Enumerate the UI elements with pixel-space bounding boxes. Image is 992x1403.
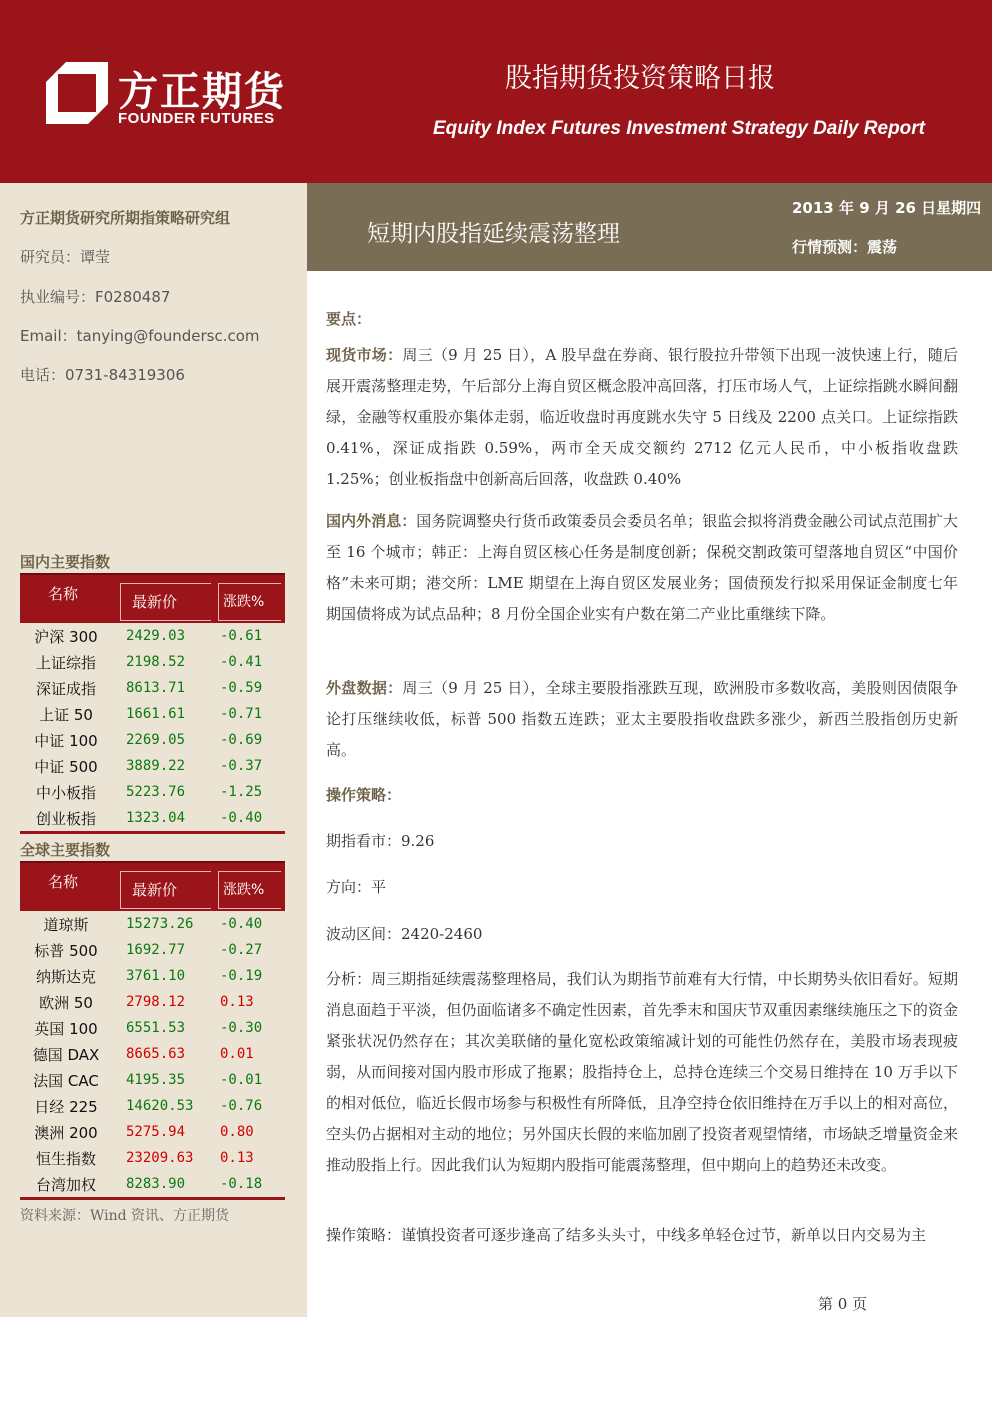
- index-name: 上证 50: [39, 706, 93, 724]
- index-name: 德国 DAX: [32, 1046, 100, 1064]
- index-name: 恒生指数: [35, 1150, 96, 1168]
- table-header: [20, 573, 285, 623]
- index-name: 中证 500: [34, 758, 98, 776]
- report-headline: 短期内股指延续震荡整理: [367, 221, 620, 247]
- report-date: 2013 年 9 月 26 日星期四: [792, 199, 982, 217]
- email: Email：tanying@foundersc.com: [20, 327, 260, 345]
- index-price: 14620.53: [126, 1098, 194, 1114]
- news-paragraph: [326, 506, 958, 630]
- index-price: 5223.76: [126, 784, 186, 800]
- table-row: [20, 805, 285, 831]
- index-price: 2429.03: [126, 628, 186, 644]
- researcher: 研究员：谭莹: [20, 248, 111, 266]
- logo-text-cn: 方正期货: [118, 69, 286, 115]
- index-price: 2269.05: [126, 732, 186, 748]
- index-change: 0.01: [220, 1046, 254, 1062]
- index-name: 日经 225: [34, 1098, 98, 1116]
- index-price: 15273.26: [126, 916, 194, 932]
- index-price: 5275.94: [126, 1124, 186, 1140]
- key-points-heading: 要点：: [326, 310, 372, 328]
- index-name: 欧洲 50: [39, 994, 93, 1012]
- futures-view: 期指看市：9.26: [326, 832, 435, 850]
- logo-text-en: FOUNDER FUTURES: [118, 110, 275, 127]
- index-price: 3761.10: [126, 968, 186, 984]
- founder-logo-icon: [46, 62, 108, 124]
- index-price: 1692.77: [126, 942, 186, 958]
- research-group: 方正期货研究所期指策略研究组: [20, 209, 231, 227]
- index-change: -0.61: [220, 628, 263, 644]
- col-change: 涨跌%: [223, 882, 265, 898]
- index-name: 标普 500: [34, 942, 98, 960]
- index-change: -0.27: [220, 942, 263, 958]
- table-row: [20, 1067, 285, 1093]
- table-row: [20, 963, 285, 989]
- index-change: -0.30: [220, 1020, 263, 1036]
- license-number: 执业编号：F0280487: [20, 288, 171, 306]
- table-row: [20, 675, 285, 701]
- index-price: 2198.52: [126, 654, 186, 670]
- index-price: 8283.90: [126, 1176, 186, 1192]
- index-name: 澳洲 200: [34, 1124, 98, 1142]
- spot-label: 现货市场：: [326, 346, 403, 364]
- overseas-paragraph: [326, 673, 958, 766]
- domestic-index-title: 国内主要指数: [20, 553, 111, 571]
- strategy-heading: 操作策略：: [326, 786, 402, 804]
- index-change: -0.69: [220, 732, 263, 748]
- index-change: 0.80: [220, 1124, 254, 1140]
- overseas-text: 周三（9 月 25 日），全球主要股指涨跌互现，欧洲股市多数收高，美股则因债限争论打压继续收低，标普 500 指数五连跌；亚太主要股指收盘跌多涨少，新西兰股指创历史新高。: [326, 679, 958, 759]
- index-change: -0.71: [220, 706, 263, 722]
- overseas-label: 外盘数据：: [326, 679, 403, 697]
- table-row: [20, 911, 285, 937]
- table-row: [20, 727, 285, 753]
- index-price: 1323.04: [126, 810, 186, 826]
- index-change: -0.41: [220, 654, 263, 670]
- table-row: [20, 701, 285, 727]
- index-name: 沪深 300: [34, 628, 98, 646]
- index-name: 法国 CAC: [33, 1072, 99, 1090]
- index-name: 中小板指: [35, 784, 96, 802]
- global-index-table: [20, 861, 285, 1200]
- table-row: [20, 753, 285, 779]
- index-price: 23209.63: [126, 1150, 194, 1166]
- sidebar-footer-space: [0, 1317, 307, 1403]
- table-row: [20, 1093, 285, 1119]
- index-price: 2798.12: [126, 994, 186, 1010]
- table-row: [20, 1171, 285, 1197]
- index-name: 台湾加权: [35, 1176, 96, 1194]
- index-price: 4195.35: [126, 1072, 186, 1088]
- index-price: 1661.61: [126, 706, 186, 722]
- index-name: 深证成指: [35, 680, 96, 698]
- index-price: 8613.71: [126, 680, 186, 696]
- table-row: [20, 1041, 285, 1067]
- col-name: 名称: [48, 585, 79, 603]
- table-row: [20, 649, 285, 675]
- index-change: -0.76: [220, 1098, 263, 1114]
- col-change: 涨跌%: [223, 594, 265, 610]
- operation-strategy: 操作策略：谨慎投资者可逐步逢高了结多头头寸，中线多单轻仓过节，新单以日内交易为主: [326, 1226, 927, 1244]
- col-name: 名称: [48, 873, 79, 891]
- page-number: 第 0 页: [818, 1295, 868, 1313]
- index-name: 英国 100: [34, 1020, 98, 1038]
- index-change: 0.13: [220, 1150, 254, 1166]
- index-name: 上证综指: [35, 654, 96, 672]
- fluctuation-range: 波动区间：2420-2460: [326, 925, 483, 943]
- market-forecast: 行情预测：震荡: [792, 238, 898, 256]
- table-row: [20, 1015, 285, 1041]
- index-change: -0.59: [220, 680, 263, 696]
- index-change: -1.25: [220, 784, 263, 800]
- index-change: 0.13: [220, 994, 254, 1010]
- table-row: [20, 989, 285, 1015]
- index-name: 纳斯达克: [35, 968, 96, 986]
- phone: 电话：0731-84319306: [20, 366, 185, 384]
- spot-market-paragraph: [326, 340, 958, 495]
- spot-text: 周三（9 月 25 日），A 股早盘在券商、银行股拉升带领下出现一波快速上行，随后展开震荡整理走势，午后部分上海自贸区概念股冲高回落，打压市场人气，上证综指跳水瞬间翻绿，金融等权重股亦集体走弱，临近收盘时再度跳水失守 5 日线及 2200 点关口。上证综指跌 0.41%，深证成指跌 0.59%，两市全天成交额约 2712 亿元人民币，中小板指收盘跌 1.25%；创业板指盘中创新高后回落，收盘跌 0.40%: [326, 346, 958, 488]
- col-price: 最新价: [132, 881, 178, 899]
- domestic-index-table: [20, 573, 285, 834]
- index-change: -0.40: [220, 810, 263, 826]
- table-header: [20, 861, 285, 911]
- direction: 方向：平: [326, 878, 387, 896]
- index-price: 3889.22: [126, 758, 186, 774]
- global-index-title: 全球主要指数: [20, 841, 111, 859]
- report-title-en: Equity Index Futures Investment Strategy Daily Report: [433, 118, 925, 139]
- index-name: 中证 100: [34, 732, 98, 750]
- table-row: [20, 1119, 285, 1145]
- index-price: 6551.53: [126, 1020, 186, 1036]
- table-body: [20, 623, 285, 831]
- table-row: [20, 937, 285, 963]
- news-text: 国务院调整央行货币政策委员会委员名单；银监会拟将消费金融公司试点范围扩大至 16 个城市；韩正：上海自贸区核心任务是制度创新；保税交割政策可望落地自贸区“中国价格”未来可期；港交所：LME 期望在上海自贸区发展业务；国债预发行拟采用保证金制度七年期国债将成为试点品种；8 月份全国企业实有户数在第二产业比重继续下降。: [326, 512, 958, 623]
- col-price: 最新价: [132, 593, 178, 611]
- index-change: -0.40: [220, 916, 263, 932]
- analysis-paragraph: 分析：周三期指延续震荡整理格局，我们认为期指节前难有大行情，中长期势头依旧看好。短期消息面趋于平淡，但仍面临诸多不确定性因素，首先季末和国庆节双重因素继续施压之下的资金紧张状况仍然存在；其次美联储的量化宽松政策缩减计划的可能性仍然存在，美股市场表现疲弱，从而间接对国内股市形成了拖累；股指持仓上，总持仓连续三个交易日维持在 10 万手以下的相对低位，临近长假市场参与积极性有所降低，且净空持仓依旧维持在万手以上的相对高位，空头仍占据相对主动的地位；另外国庆长假的来临加剧了投资者观望情绪，市场缺乏增量资金来推动股指上行。因此我们认为短期内股指可能震荡整理，但中期向上的趋势还未改变。: [326, 970, 958, 1174]
- data-source: 资料来源：Wind 资讯、方正期货: [20, 1208, 230, 1224]
- index-change: -0.01: [220, 1072, 263, 1088]
- index-change: -0.37: [220, 758, 263, 774]
- news-label: 国内外消息：: [326, 512, 417, 530]
- index-name: 道琼斯: [43, 916, 89, 934]
- index-price: 8665.63: [126, 1046, 186, 1062]
- report-title-cn: 股指期货投资策略日报: [505, 63, 775, 94]
- table-row: [20, 779, 285, 805]
- table-body: [20, 911, 285, 1197]
- index-change: -0.19: [220, 968, 263, 984]
- table-row: [20, 623, 285, 649]
- index-name: 创业板指: [35, 810, 96, 828]
- index-change: -0.18: [220, 1176, 263, 1192]
- table-row: [20, 1145, 285, 1171]
